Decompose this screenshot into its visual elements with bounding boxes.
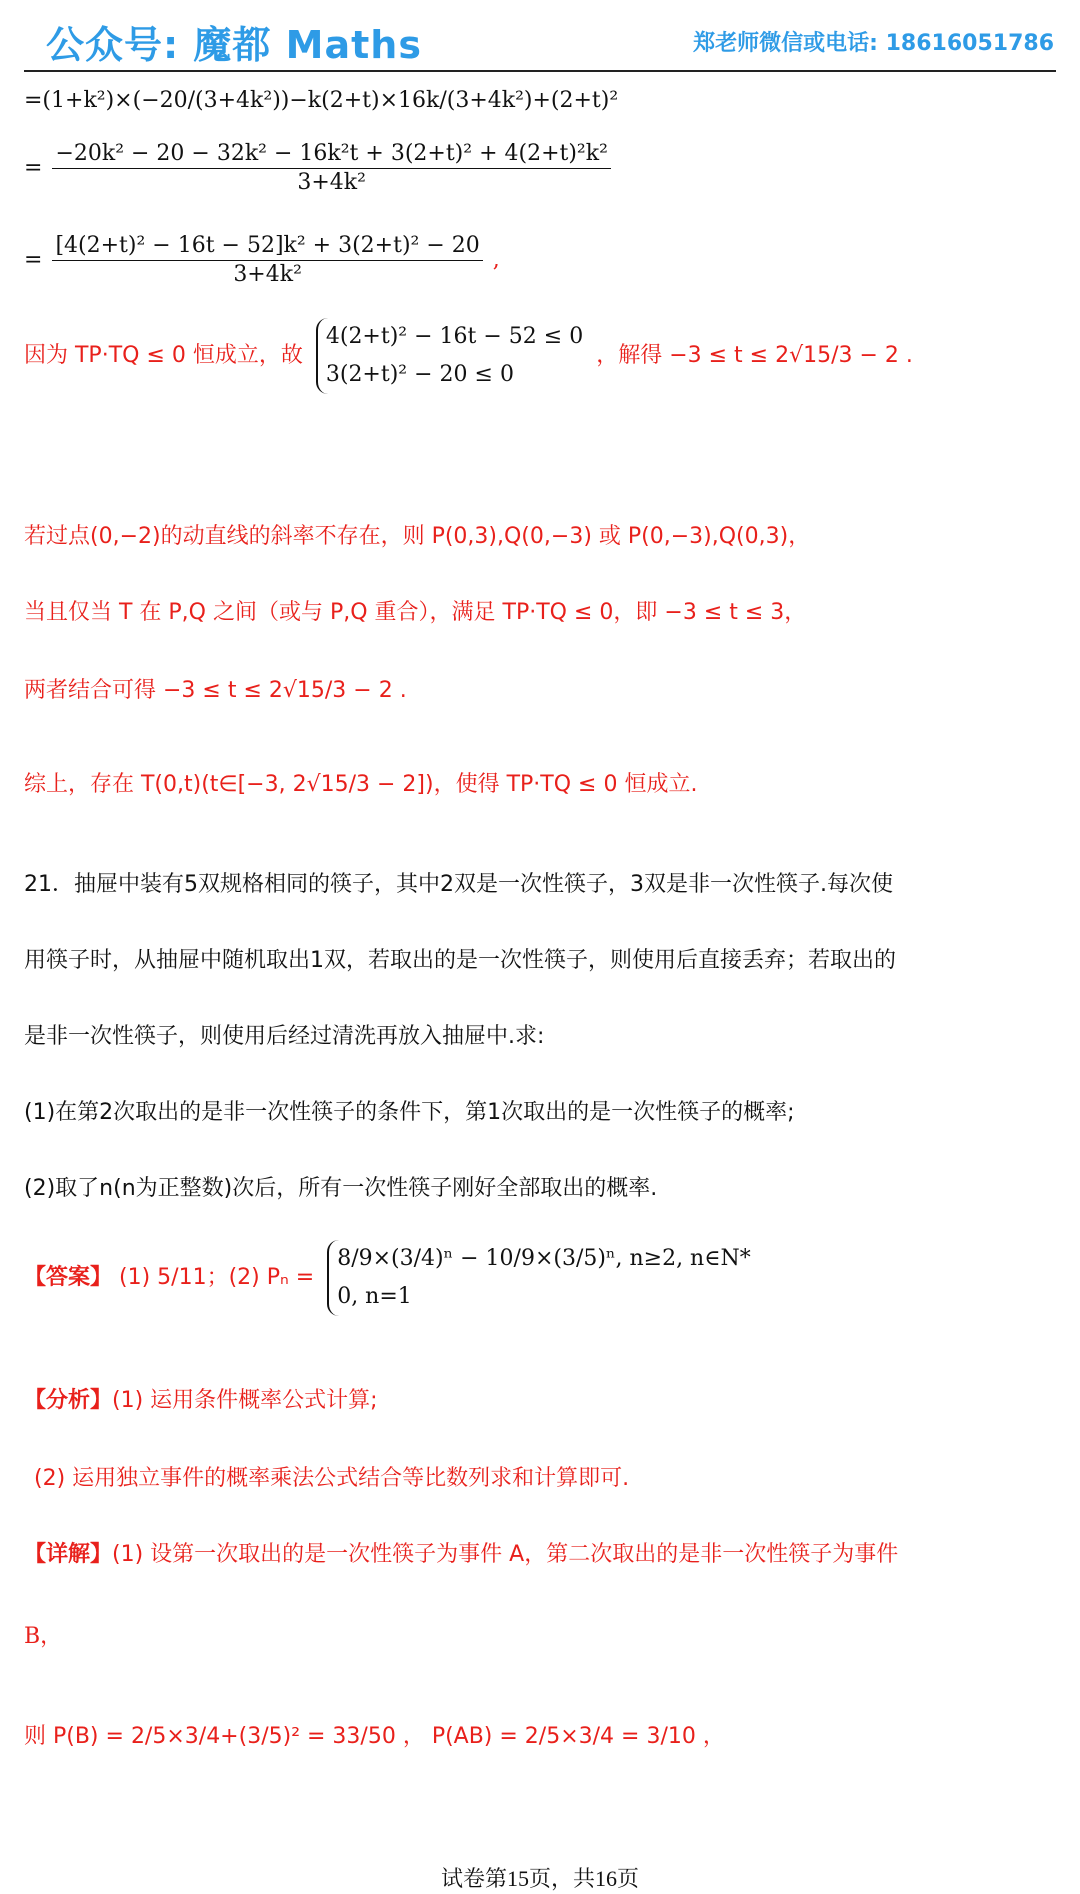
analysis-text-1: (1) 运用条件概率公式计算; (112, 1388, 378, 1413)
fraction-numerator: [4(2+t)² − 16t − 52]k² + 3(2+t)² − 20 (55, 233, 480, 258)
piecewise-case-1: 8/9×(3/4)ⁿ − 10/9×(3/5)ⁿ, n≥2, n∈N* (337, 1246, 751, 1271)
inequality-2: 3(2+t)² − 20 ≤ 0 (325, 362, 514, 387)
problem-text-3: 是非一次性筷子，则使用后经过清洗再放入抽屉中.求: (24, 1024, 545, 1049)
equation-text: =(1+k²)×(−20/(3+4k²))−k(2+t)×16k/(3+4k²)+(2+t)² (24, 88, 619, 113)
answer-label: 【答案】 (24, 1265, 113, 1290)
fraction-denominator: 3+4k² (52, 168, 610, 197)
fraction-numerator: −20k² − 20 − 32k² − 16k²t + 3(2+t)² + 4(2+t)²k² (55, 141, 608, 166)
detail-line-1 (24, 1540, 898, 1570)
analysis-line-2: (2) 运用独立事件的概率乘法公式结合等比数列求和计算即可. (34, 1466, 630, 1491)
answer-part-1: (1) 5/11；(2) Pₙ = (119, 1265, 315, 1290)
header-divider (24, 70, 1056, 72)
analysis-label: 【分析】 (24, 1388, 113, 1413)
piecewise-case-2: 0, n=1 (337, 1284, 412, 1309)
problem-text-2: 用筷子时，从抽屉中随机取出1双，若取出的是一次性筷子，则使用后直接丢弃；若取出的 (24, 948, 896, 973)
detail-label: 【详解】 (24, 1542, 113, 1567)
constraint-result: ，解得 −3 ≤ t ≤ 2√15/3 − 2 . (596, 343, 913, 368)
detail-text-1: (1) 设第一次取出的是一次性筷子为事件 A，第二次取出的是非一次性筷子为事件 (112, 1542, 899, 1567)
constraint-line (24, 318, 913, 394)
page-header (0, 0, 1080, 76)
fraction-denominator: 3+4k² (52, 260, 482, 289)
inequality-system (316, 318, 583, 394)
detail-line-3: 则 P(B) = 2/5×3/4+(3/5)² = 33/50 ， P(AB) = 2/5×3/4 = 3/10 ， (24, 1724, 725, 1749)
analysis-line-1 (24, 1386, 378, 1416)
detail-line-2: B， (24, 1624, 63, 1649)
page-footer: 试卷第15页，共16页 (440, 1866, 639, 1891)
equation-line-2: = $\frac{\text{−20k² − 20 − 32k² − 16k²t + 3(2+t)² + 4(2+t)²k²}}{\text{3+4k²}}$ (24, 140, 614, 197)
constraint-prefix: 因为 TP·TQ ≤ 0 恒成立，故 (24, 343, 303, 368)
contact-info: 郑老师微信或电话: 18616051786 (693, 31, 1054, 56)
piecewise-function (327, 1240, 751, 1316)
question-2: (2)取了n(n为正整数)次后，所有一次性筷子刚好全部取出的概率. (24, 1176, 658, 1201)
equation-line-1 (24, 86, 618, 116)
answer-block (24, 1240, 757, 1316)
inequality-1: 4(2+t)² − 16t − 52 ≤ 0 (325, 324, 584, 349)
combined-result: 两者结合可得 −3 ≤ t ≤ 2√15/3 − 2 . (24, 678, 407, 703)
conclusion-line: 综上，存在 T(0,t)(t∈[−3, 2√15/3 − 2])，使得 TP·TQ ≤ 0 恒成立. (24, 772, 698, 797)
equation-line-3: = $\frac{\text{[4(2+t)² − 16t − 52]k² + 3(2+t)² − 20}}{\text{3+4k²}}$ , (24, 233, 500, 287)
question-1: (1)在第2次取出的是非一次性筷子的条件下，第1次取出的是一次性筷子的概率; (24, 1100, 795, 1125)
between-condition: 当且仅当 T 在 P,Q 之间（或与 P,Q 重合），满足 TP·TQ ≤ 0，即 −3 ≤ t ≤ 3， (24, 600, 807, 625)
brand-title: 公众号: 魔都 Maths (46, 23, 422, 67)
problem-text-1: 21．抽屉中装有5双规格相同的筷子，其中2双是一次性筷子，3双是非一次性筷子.每次使 (24, 872, 893, 897)
vertical-line-case: 若过点(0,−2)的动直线的斜率不存在，则 P(0,3),Q(0,−3) 或 P(0,−3),Q(0,3)， (24, 524, 811, 549)
